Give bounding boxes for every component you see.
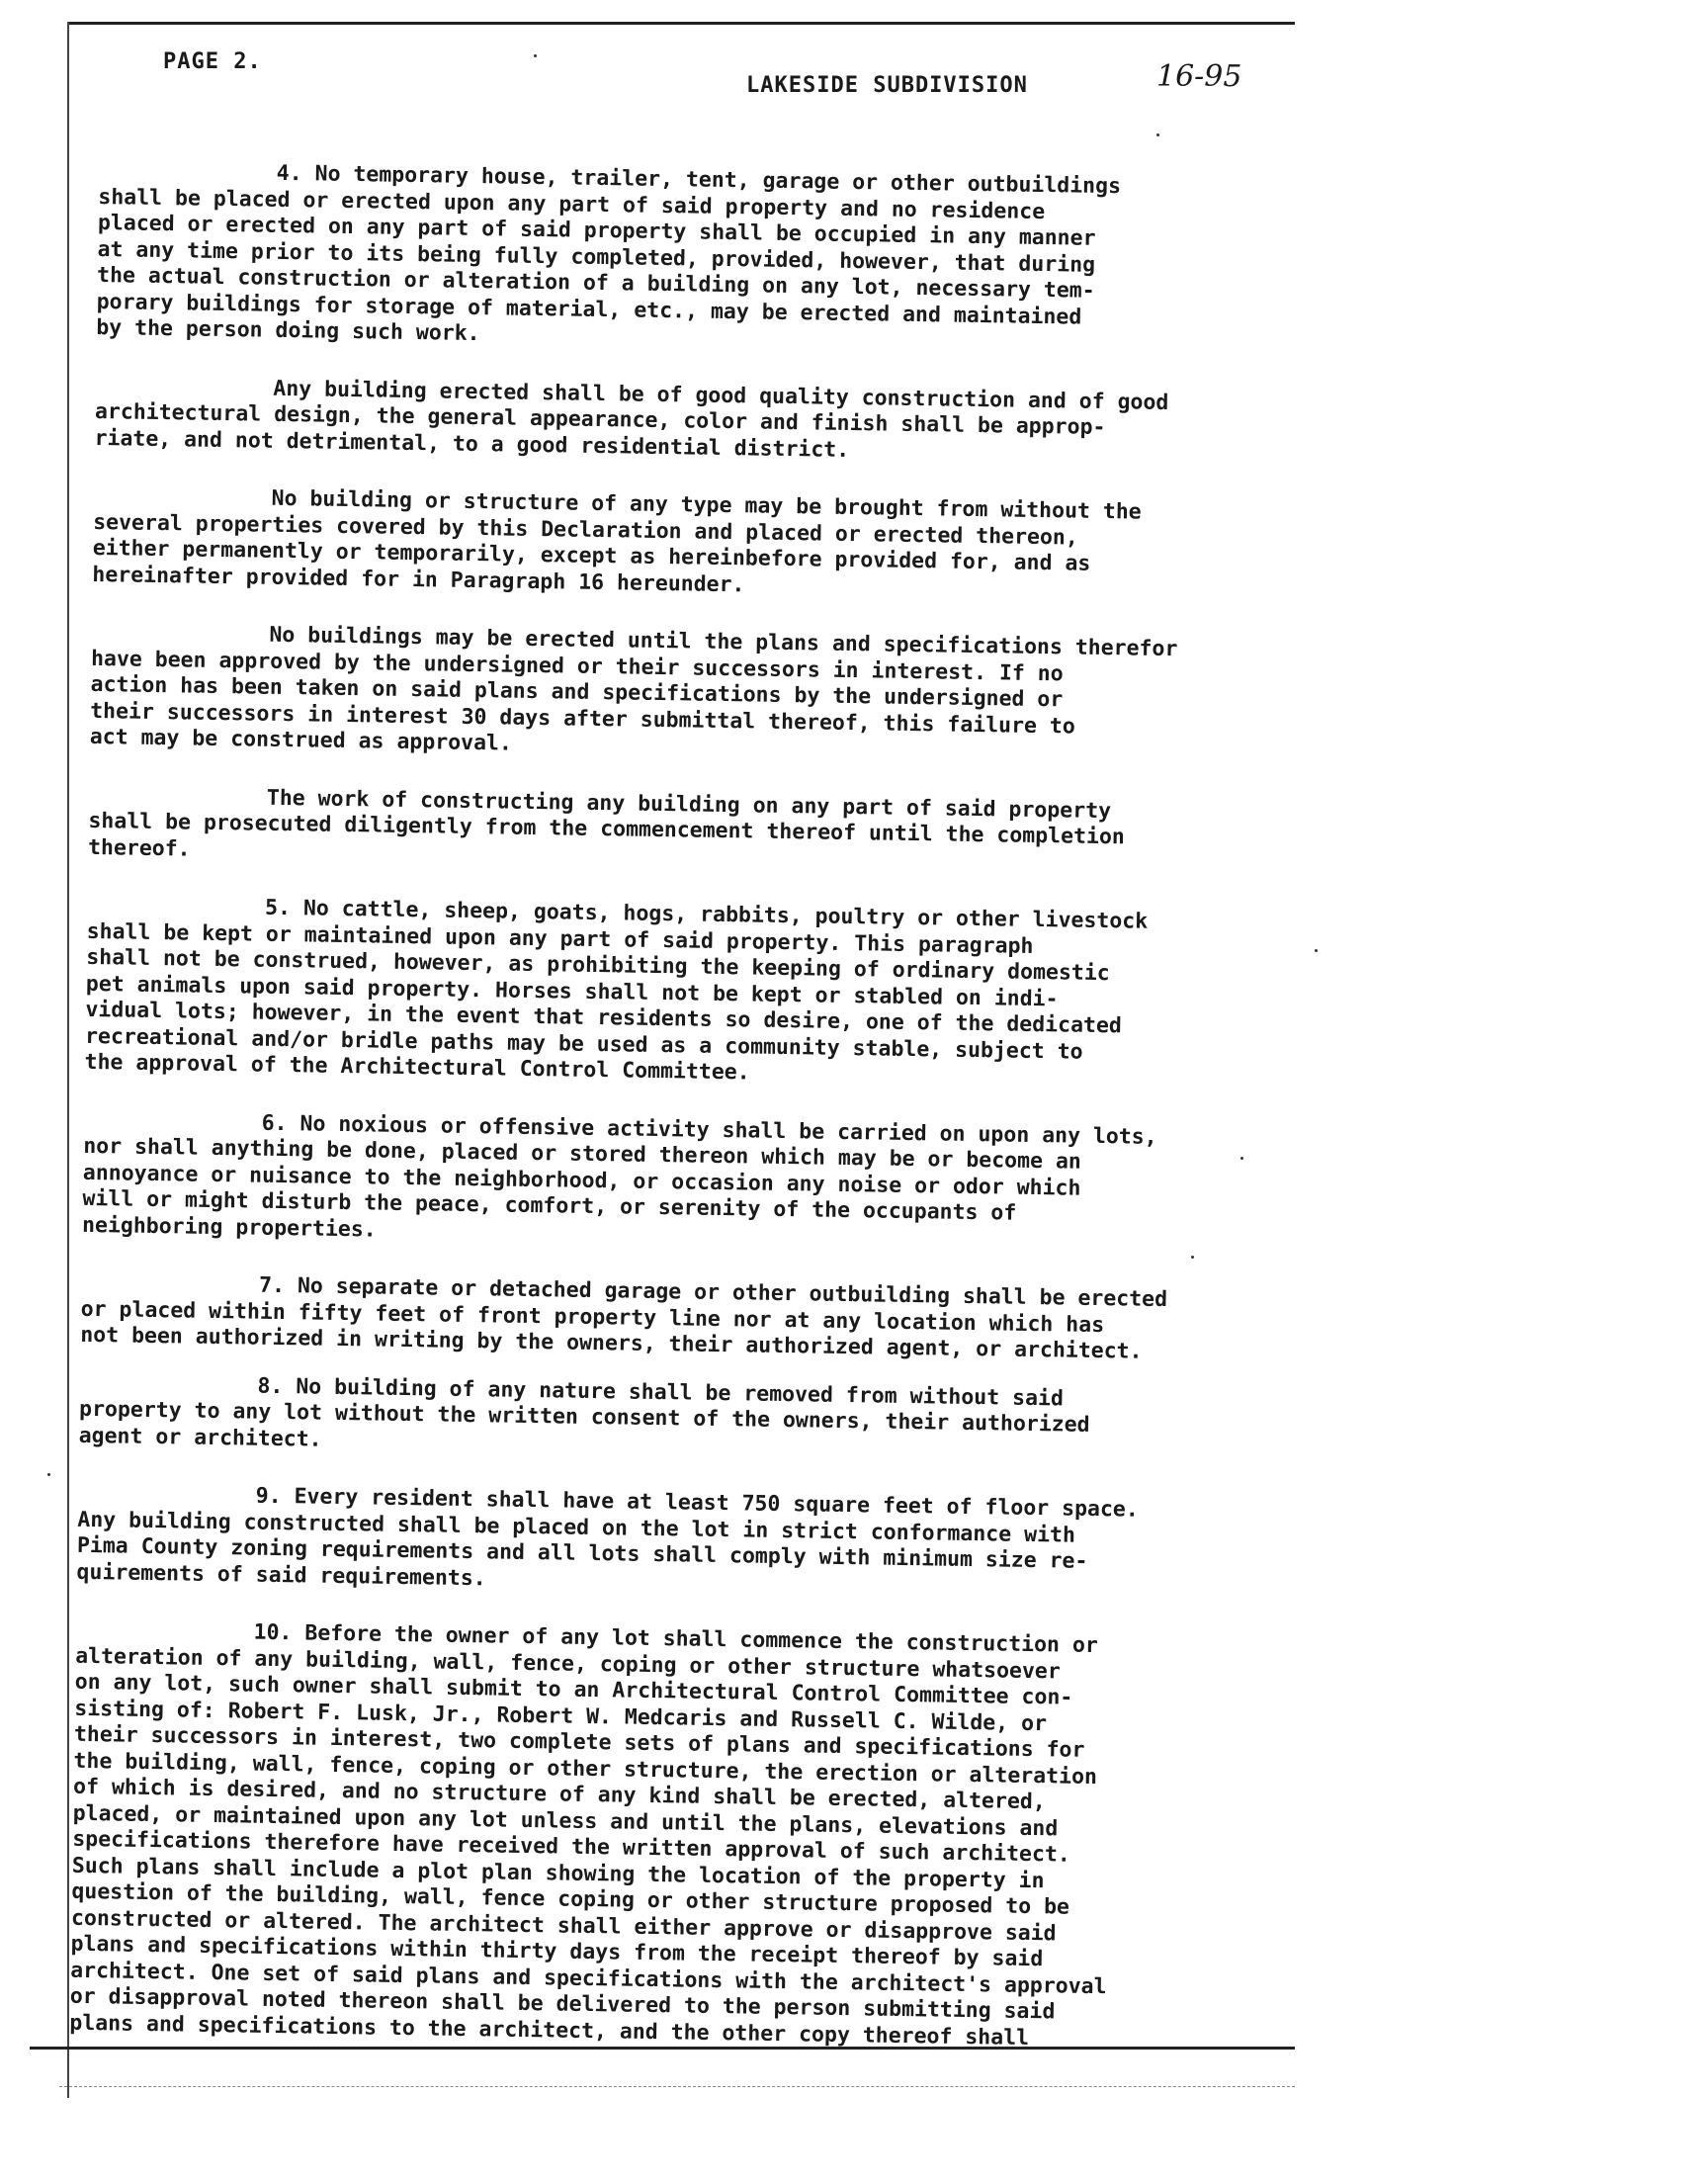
paragraph-4-diligence: The work of constructing any building on any part of said property shall be prosecuted diligently from the commencement thereof until the completion thereof. [87,785,1126,862]
paragraph-4-quality: Any building erected shall be of good quality construction and of good architectural design, the general appearance, color and finish shall be approp- riate, and not detrimental, to a good residential district. [94,376,1169,463]
paragraph-8: 8. No building of any nature shall be removed from without said property to any lot without the written consent of the owners, their authorized agent or architect. [78,1373,1090,1452]
page-border-left [67,22,69,2098]
scan-speck [534,54,537,57]
paragraph-4-relocation: No building or structure of any type may be brought from without the several properties covered by this Declaration and placed or erected thereon, either permanently or temporarily, except as hereinbefore provided for, and as hereinafter provided for in Paragraph 16 hereunder. [92,485,1142,597]
paragraph-4-approval: No buildings may be erected until the plans and specifications therefor have been approved by the undersigned or their successors in interest. If no action has been taken on said plans and specifications by the undersigned or their successors in interest 30 days after submittal thereof, this failure to act may be construed as approval. [89,622,1178,756]
page-border-top [69,22,1295,25]
scan-speck [47,1473,50,1476]
handwritten-note: 16-95 [1156,59,1242,94]
paragraph-10: 10. Before the owner of any lot shall commence the construction or alteration of any building, wall, fence, coping or other structure whatsoever on any lot, such owner shall submit to an Architectural Control Committee con- sisting of: Robert F. Lusk, Jr., Robert W. Medcaris and Russell C. Wilde, or their successors in interest, two complete sets of plans and specifications for the building, wall, fence, coping or other structure, the erection or alteration of which is desired, and no structure of any kind shall be erected, altered, placed, or maintained upon any lot unless and until the plans, elevations and specifications therefore have received the written approval of such architect. Such plans shall include a plot plan showing the location of the property in question of the building, wall, fence coping or other structure proposed to be constructed or altered. The architect shall either approve or disapprove said plans and specifications within thirty days from the receipt thereof by said architect. One set of said plans and specifications with the architect's approval or disapproval noted thereon shall be delivered to the person submitting said plans and specifications to the architect, and the other copy thereof shall [69,1619,1107,2051]
paragraph-5: 5. No cattle, sheep, goats, hogs, rabbits, poultry or other livestock shall be kept or maintained upon any part of said property. This paragraph shall not be construed, however, as prohibiting the keeping of ordinary domestic pet animals upon said property. Horses shall not be kept or stabled on indi- vidual lots; however, in the event that residents so desire, one of the dedicated recreational and/or bridle paths may be used as a community stable, subject to the approval of the Architectural Control Committee. [84,895,1149,1086]
document-title: LAKESIDE SUBDIVISION [746,73,1028,98]
scan-speck [1156,133,1159,136]
paragraph-7: 7. No separate or detached garage or other outbuilding shall be erected or placed within fifty feet of front property line nor at any location which has not been authorized in writing by the owners, their authorized agent, or architect. [80,1272,1168,1364]
paragraph-6: 6. No noxious or offensive activity shall be carried on upon any lots, nor shall anything be done, placed or stored thereon which may be or become an annoyance or nuisance to the neighborhood, or occasion any noise or odor which will or might disturb the peace, comfort, or serenity of the occupants of neighboring properties. [81,1110,1157,1243]
scan-speck [1315,949,1318,952]
document-body [69,158,1216,2086]
page-border-bottom-faint [59,2086,1295,2087]
paragraph-4: 4. No temporary house, trailer, tent, garage or other outbuildings shall be placed or erected upon any part of said property and no residence placed or erected on any part of said property shall be occupied in any manner at any time prior to its being fully completed, provided, however, that during the actual construction or alteration of a building on any lot, necessary tem- porary buildings for storage of material, etc., may be erected and maintained by the person doing such work. [96,160,1122,347]
page-number-label: PAGE 2. [163,49,262,74]
scan-speck [1240,1157,1243,1160]
paragraph-9: 9. Every resident shall have at least 750 square feet of floor space. Any building constructed shall be placed on the lot in strict conformance with Pima County zoning requirements and all lots shall comply with minimum size re- quirements of said requirements. [76,1483,1140,1591]
